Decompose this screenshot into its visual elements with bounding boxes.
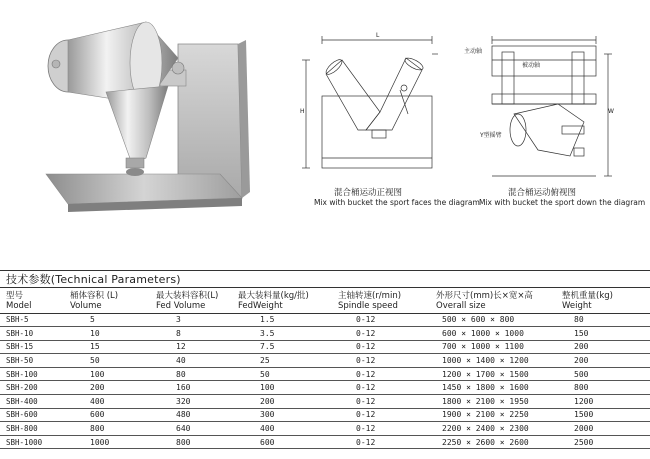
table-cell: 80 [558, 313, 650, 327]
table-cell: SBH-600 [0, 408, 62, 422]
table-cell: SBH-800 [0, 422, 62, 436]
table-cell: 2000 [558, 422, 650, 436]
table-cell: 300 [236, 408, 332, 422]
table-row [0, 435, 650, 449]
table-cell: 1000 × 1400 × 1200 [432, 354, 558, 368]
table-cell: 160 [148, 381, 236, 395]
table-cell: SBH-1000 [0, 435, 62, 449]
header-weight: 整机重量(kg) Weight [558, 289, 650, 313]
table-cell: 500 [558, 367, 650, 381]
table-cell: 0-12 [332, 354, 432, 368]
table-cell: 800 [148, 435, 236, 449]
header-model: 型号 Model [0, 289, 62, 313]
mixer-machine-photo [28, 8, 256, 218]
table-cell: 1900 × 2100 × 2250 [432, 408, 558, 422]
table-cell: SBH-100 [0, 367, 62, 381]
table-row [0, 340, 650, 354]
table-cell: SBH-50 [0, 354, 62, 368]
table-cell: 2250 × 2600 × 2600 [432, 435, 558, 449]
table-cell: 0-12 [332, 422, 432, 436]
table-row [0, 313, 650, 327]
table-title: 技术参数(Technical Parameters) [0, 270, 650, 288]
table-cell: 0-12 [332, 381, 432, 395]
table-cell: 0-12 [332, 313, 432, 327]
top-view-diagram [478, 30, 618, 180]
table-cell: 10 [62, 327, 148, 341]
table-cell: 800 [62, 422, 148, 436]
table-cell: 12 [148, 340, 236, 354]
table-cell: 0-12 [332, 327, 432, 341]
front-view-diagram [296, 30, 456, 180]
driven-shaft-label: 被动轴 [522, 62, 541, 69]
table-row [0, 367, 650, 381]
table-cell: 80 [148, 367, 236, 381]
dimension-W-label: W [608, 108, 614, 115]
table-cell: 0-12 [332, 340, 432, 354]
table-cell: 0-12 [332, 408, 432, 422]
table-cell: 3.5 [236, 327, 332, 341]
table-cell: 200 [62, 381, 148, 395]
table-cell: 0-12 [332, 395, 432, 409]
table-cell: 40 [148, 354, 236, 368]
table-cell: SBH-400 [0, 395, 62, 409]
table-cell: 600 [62, 408, 148, 422]
table-cell: 1800 × 2100 × 1950 [432, 395, 558, 409]
table-cell: 0-12 [332, 435, 432, 449]
top-view-caption-en: Mix with bucket the sport down the diagram [479, 198, 646, 207]
table-cell: 7.5 [236, 340, 332, 354]
table-cell: 1000 [62, 435, 148, 449]
table-cell: 400 [236, 422, 332, 436]
table-cell: 800 [558, 381, 650, 395]
table-cell: 640 [148, 422, 236, 436]
table-cell: 320 [148, 395, 236, 409]
table-cell: 600 [236, 435, 332, 449]
table-cell: 1450 × 1800 × 1600 [432, 381, 558, 395]
table-cell: 500 × 600 × 800 [432, 313, 558, 327]
header-overall-size: 外形尺寸(mm)长×宽×高 Overall size [432, 289, 558, 313]
table-cell: SBH-5 [0, 313, 62, 327]
table-cell: 1.5 [236, 313, 332, 327]
table-cell: 15 [62, 340, 148, 354]
table-row [0, 395, 650, 409]
front-view-caption-en: Mix with bucket the sport faces the diagram [314, 198, 480, 207]
table-cell: 100 [236, 381, 332, 395]
table-cell: 200 [236, 395, 332, 409]
table-cell: 150 [558, 327, 650, 341]
dimension-L-label: L [376, 32, 380, 39]
table-cell: 200 [558, 354, 650, 368]
table-cell: 1500 [558, 408, 650, 422]
header-fed-volume: 最大装料容积(L) Fed Volume [148, 289, 236, 313]
table-cell: 400 [62, 395, 148, 409]
dimension-H-label: H [300, 108, 305, 115]
table-cell: SBH-15 [0, 340, 62, 354]
main-shaft-label: 主动轴 [464, 48, 483, 55]
header-fed-weight: 最大装料量(kg/批) FedWeight [236, 289, 332, 313]
table-cell: 3 [148, 313, 236, 327]
table-cell: 8 [148, 327, 236, 341]
table-cell: 480 [148, 408, 236, 422]
table-cell: 1200 × 1700 × 1500 [432, 367, 558, 381]
table-cell: 25 [236, 354, 332, 368]
table-cell: 50 [236, 367, 332, 381]
table-header-row [0, 289, 650, 313]
header-volume: 桶体容积 (L) Volume [62, 289, 148, 313]
table-cell: 600 × 1000 × 1000 [432, 327, 558, 341]
y-arm-label: Y型摇臂 [480, 132, 502, 139]
table-cell: 50 [62, 354, 148, 368]
table-cell: 2200 × 2400 × 2300 [432, 422, 558, 436]
table-row [0, 408, 650, 422]
front-view-caption-cn: 混合桶运动正视图 [334, 188, 403, 198]
table-cell: 700 × 1000 × 1100 [432, 340, 558, 354]
table-cell: 5 [62, 313, 148, 327]
table-row [0, 354, 650, 368]
table-row [0, 327, 650, 341]
technical-parameters-table [0, 289, 650, 449]
top-view-caption-cn: 混合桶运动俯视图 [508, 188, 577, 198]
table-body [0, 313, 650, 449]
table-cell: 200 [558, 340, 650, 354]
table-cell: 100 [62, 367, 148, 381]
table-cell: 2500 [558, 435, 650, 449]
header-spindle-speed: 主轴转速(r/min) Spindle speed [332, 289, 432, 313]
table-row [0, 422, 650, 436]
table-row [0, 381, 650, 395]
table-cell: 1200 [558, 395, 650, 409]
table-cell: 0-12 [332, 367, 432, 381]
table-cell: SBH-10 [0, 327, 62, 341]
table-cell: SBH-200 [0, 381, 62, 395]
